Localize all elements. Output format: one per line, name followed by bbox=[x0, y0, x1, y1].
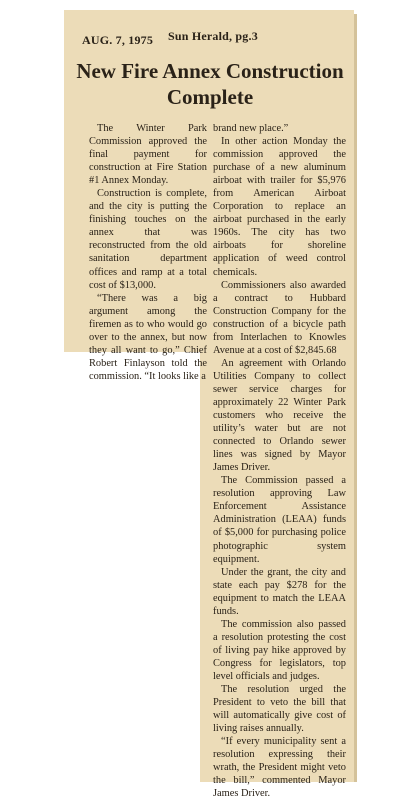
headline: New Fire Annex Construction Complete bbox=[76, 59, 344, 109]
paragraph: The Winter Park Commission approved the final payment for construction at Fire Station #1 Annex Monday. bbox=[89, 123, 207, 187]
article-column-1 bbox=[89, 122, 207, 383]
clipping-edge-shadow bbox=[354, 14, 357, 782]
paragraph: Commissioners also awarded a contract to Hubbard Construction Company for the construction of a bicycle path from Interlachen to Knowles Avenue at a cost of $2,845.68 bbox=[213, 279, 346, 356]
paragraph: brand new place.” bbox=[213, 123, 289, 134]
paragraph: An agreement with Orlando Utilities Company to collect sewer service charges for approximately 22 Winter Park customers who receive the utility’s water but are not connected to Orlando sewer lines was signed by Mayor James Driver. bbox=[213, 357, 346, 474]
paragraph: The Commission passed a resolution approving Law Enforcement Assistance Administration (LEAA) funds of $5,000 for purchasing police photographic system equipment. bbox=[213, 475, 346, 565]
article-column-2 bbox=[213, 122, 346, 800]
paragraph: Under the grant, the city and state each pay $278 for the equipment to match the LEAA funds. bbox=[213, 566, 346, 617]
paragraph: “If every municipality sent a resolution expressing their wrath, the President might veto the bill,” commented Mayor James Driver. bbox=[213, 736, 346, 800]
clipping-date: AUG. 7, 1975 bbox=[82, 33, 154, 47]
paragraph: “There was a big argument among the firemen as to who would go over to the annex, but now they all want to go,” Chief Robert Finlayson told the commission. “It looks like a bbox=[89, 292, 207, 382]
paragraph: The commission also passed a resolution protesting the cost of living pay hike approved by Congress for legislators, top level officials and judges. bbox=[213, 618, 346, 682]
paragraph: The resolution urged the President to veto the bill that will automatically give cost of living raises annually. bbox=[213, 684, 346, 735]
paragraph: Construction is complete, and the city is putting the finishing touches on the annex that was reconstructed from the old sanitation department offices and ramp at a total cost of $13,000. bbox=[89, 188, 207, 291]
paragraph: In other action Monday the commission approved the purchase of a new aluminum airboat with trailer for $5,976 from American Airboat Corporation to replace an airboat purchased in the early 1960s. The city has two airboats for shoreline application of weed control chemicals. bbox=[213, 136, 346, 278]
clipping-source: Sun Herald, pg.3 bbox=[168, 29, 258, 43]
